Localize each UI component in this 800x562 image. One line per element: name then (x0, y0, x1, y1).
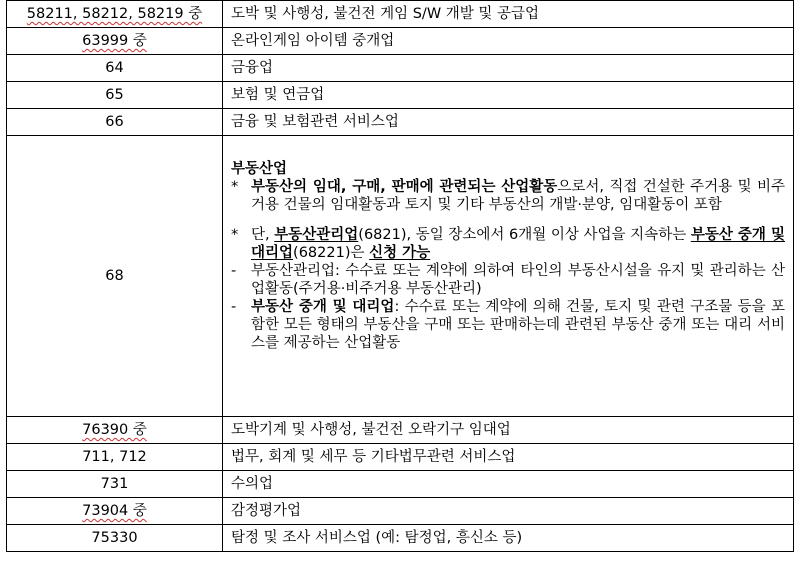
industry-code: 75330 (7, 525, 223, 552)
table-row (7, 1, 794, 28)
industry-description: 금융업 (223, 55, 794, 82)
industry-description: 감정평가업 (223, 498, 794, 525)
industry-description: 금융 및 보험관련 서비스업 (223, 109, 794, 136)
real-estate-exception-note: * 단, 부동산관리업(6821), 동일 장소에서 6개월 이상 사업을 지속하는 부동산 중개 및 대리업(68221)은 신청 가능 (231, 227, 785, 261)
table-row (7, 444, 794, 471)
table-row (7, 82, 794, 109)
industry-description: 온라인게임 아이템 중개업 (223, 28, 794, 55)
real-estate-heading: 부동산업 (231, 161, 288, 177)
industry-code: 73904 중 (7, 498, 223, 525)
table-row (7, 498, 794, 525)
industry-exclusion-table (6, 0, 794, 552)
industry-code: 66 (7, 109, 223, 136)
industry-description: 법무, 회계 및 세무 등 기타법무관련 서비스업 (223, 444, 794, 471)
industry-description: 보험 및 연금업 (223, 82, 794, 109)
real-estate-description (223, 136, 794, 417)
table-row (7, 28, 794, 55)
industry-code: 711, 712 (7, 444, 223, 471)
table-row (7, 55, 794, 82)
industry-description: 도박기계 및 사행성, 불건전 오락기구 임대업 (223, 417, 794, 444)
industry-code: 63999 중 (7, 28, 223, 55)
real-estate-note: * 부동산의 임대, 구매, 판매에 관련되는 산업활동으로서, 직접 건설한 주거용 및 비주거용 건물의 임대활동과 토지 및 기타 부동산의 개발·분양, 임대활동이 포함 (231, 179, 785, 213)
industry-code: 68 (7, 136, 223, 417)
table-row (7, 525, 794, 552)
industry-description: 탐정 및 조사 서비스업 (예: 탐정업, 흥신소 등) (223, 525, 794, 552)
table-row (7, 417, 794, 444)
industry-code: 65 (7, 82, 223, 109)
industry-description: 수의업 (223, 471, 794, 498)
industry-code: 58211, 58212, 58219 중 (7, 1, 223, 28)
brokerage-definition: - 부동산 중개 및 대리업: 수수료 또는 계약에 의해 건물, 토지 및 관련 구조물 등을 포함한 모든 형태의 부동산을 구매 또는 판매하는데 관련된 부동산 중개 또는 대리 서비스를 제공하는 산업활동 (231, 299, 785, 351)
table-row (7, 109, 794, 136)
industry-code: 64 (7, 55, 223, 82)
table-row (7, 471, 794, 498)
table-row-real-estate (7, 136, 794, 417)
industry-code: 76390 중 (7, 417, 223, 444)
property-management-definition: - 부동산관리업: 수수료 또는 계약에 의하여 타인의 부동산시설을 유지 및 관리하는 산업활동(주거용·비주거용 부동산관리) (231, 263, 785, 297)
industry-code: 731 (7, 471, 223, 498)
industry-description: 도박 및 사행성, 불건전 게임 S/W 개발 및 공급업 (223, 1, 794, 28)
